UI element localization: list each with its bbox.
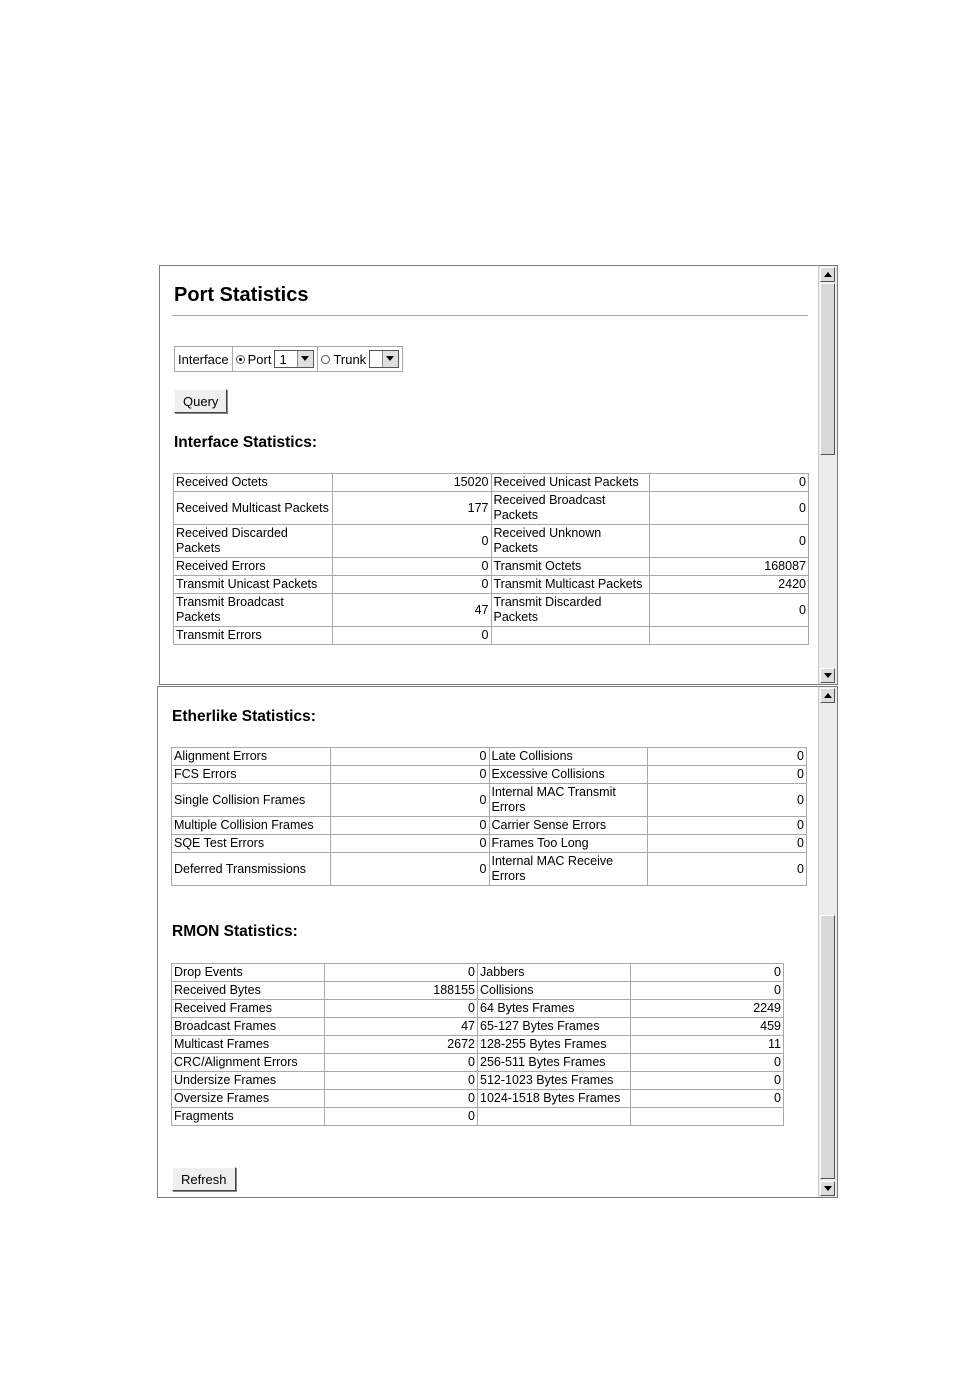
dropdown-arrow-icon[interactable] (297, 351, 313, 367)
stat-label: Undersize Frames (172, 1072, 325, 1090)
stat-label: 512-1023 Bytes Frames (478, 1072, 631, 1090)
stat-label: Received Broadcast Packets (491, 492, 650, 525)
stat-value: 2672 (325, 1036, 478, 1054)
stat-label: 1024-1518 Bytes Frames (478, 1090, 631, 1108)
stat-value: 0 (325, 1000, 478, 1018)
stat-label: Received Frames (172, 1000, 325, 1018)
stat-value: 0 (332, 558, 491, 576)
stat-value: 0 (648, 817, 807, 835)
stat-label: Multicast Frames (172, 1036, 325, 1054)
table-row (174, 594, 809, 627)
stat-label: Fragments (172, 1108, 325, 1126)
stat-label: Collisions (478, 982, 631, 1000)
stat-value: 0 (330, 817, 489, 835)
stat-label: 128-255 Bytes Frames (478, 1036, 631, 1054)
stat-label: SQE Test Errors (172, 835, 331, 853)
stat-value: 0 (332, 627, 491, 645)
stat-value: 0 (648, 784, 807, 817)
table-row (172, 766, 807, 784)
page-title: Port Statistics (174, 284, 309, 306)
stat-value: 0 (650, 525, 809, 558)
stat-label: Received Multicast Packets (174, 492, 333, 525)
dropdown-arrow-icon[interactable] (382, 351, 398, 367)
stat-value: 0 (325, 964, 478, 982)
table-row (172, 817, 807, 835)
table-row (172, 1054, 784, 1072)
port-option (233, 347, 319, 371)
stat-value: 0 (330, 748, 489, 766)
stat-label: Single Collision Frames (172, 784, 331, 817)
table-row (172, 1036, 784, 1054)
stat-value: 0 (650, 492, 809, 525)
stat-value: 11 (631, 1036, 784, 1054)
table-row (172, 784, 807, 817)
stat-label: Transmit Errors (174, 627, 333, 645)
query-button[interactable]: Query (174, 389, 227, 413)
stat-label: Late Collisions (489, 748, 648, 766)
stat-value: 0 (648, 766, 807, 784)
table-row (174, 525, 809, 558)
stat-label: Transmit Broadcast Packets (174, 594, 333, 627)
stat-label: Drop Events (172, 964, 325, 982)
stat-value (650, 627, 809, 645)
stat-value: 0 (332, 576, 491, 594)
table-row (174, 627, 809, 645)
title-divider (172, 315, 808, 316)
vertical-scrollbar-bottom[interactable] (818, 687, 837, 1197)
scroll-down-icon[interactable] (820, 668, 835, 683)
etherlike-statistics-table (171, 747, 807, 886)
stat-value: 0 (325, 1090, 478, 1108)
trunk-option (318, 347, 402, 371)
stat-label: Transmit Unicast Packets (174, 576, 333, 594)
stat-label: Transmit Discarded Packets (491, 594, 650, 627)
stat-label: 256-511 Bytes Frames (478, 1054, 631, 1072)
stat-label: Received Unicast Packets (491, 474, 650, 492)
stat-label: Frames Too Long (489, 835, 648, 853)
interface-label: Interface (175, 347, 233, 371)
table-row (172, 1072, 784, 1090)
trunk-select[interactable] (369, 350, 399, 368)
etherlike-statistics-title: Etherlike Statistics: (172, 708, 316, 725)
stat-value: 15020 (332, 474, 491, 492)
table-row (172, 982, 784, 1000)
port-select-value: 1 (279, 351, 287, 367)
scrollbar-thumb[interactable] (820, 283, 835, 455)
stat-value: 459 (631, 1018, 784, 1036)
stat-value: 0 (650, 474, 809, 492)
stat-label: FCS Errors (172, 766, 331, 784)
stat-value: 0 (330, 853, 489, 886)
stat-value: 47 (332, 594, 491, 627)
table-row (174, 558, 809, 576)
interface-statistics-table (173, 473, 809, 645)
stat-label: 64 Bytes Frames (478, 1000, 631, 1018)
stat-value: 0 (650, 594, 809, 627)
trunk-radio-label: Trunk (333, 351, 367, 367)
table-row (172, 835, 807, 853)
stat-value: 0 (631, 982, 784, 1000)
stat-label: Transmit Multicast Packets (491, 576, 650, 594)
stat-label (491, 627, 650, 645)
stat-label: Oversize Frames (172, 1090, 325, 1108)
table-row (172, 748, 807, 766)
stat-value: 0 (325, 1072, 478, 1090)
stat-label: Carrier Sense Errors (489, 817, 648, 835)
stat-label: Transmit Octets (491, 558, 650, 576)
stat-value: 0 (648, 748, 807, 766)
interface-statistics-title: Interface Statistics: (174, 434, 317, 451)
table-row (174, 474, 809, 492)
stat-label: CRC/Alignment Errors (172, 1054, 325, 1072)
stat-value: 0 (631, 1090, 784, 1108)
stat-label: Jabbers (478, 964, 631, 982)
stat-label: Deferred Transmissions (172, 853, 331, 886)
stat-value: 0 (648, 853, 807, 886)
scroll-up-icon[interactable] (820, 267, 835, 282)
table-row (172, 1018, 784, 1036)
stat-value: 168087 (650, 558, 809, 576)
page-content-bottom (158, 687, 818, 1197)
port-radio-label: Port (247, 351, 272, 367)
stat-value: 188155 (325, 982, 478, 1000)
scroll-down-icon[interactable] (820, 1181, 835, 1196)
stat-value: 0 (631, 1054, 784, 1072)
stat-value: 0 (325, 1054, 478, 1072)
stat-value: 0 (631, 1072, 784, 1090)
stat-label: 65-127 Bytes Frames (478, 1018, 631, 1036)
interface-selector (174, 346, 403, 372)
stat-value (631, 1108, 784, 1126)
trunk-radio[interactable] (321, 355, 330, 364)
stat-label: Internal MAC Receive Errors (489, 853, 648, 886)
stat-value: 0 (330, 784, 489, 817)
browser-viewport-top (159, 265, 838, 685)
stat-label: Received Discarded Packets (174, 525, 333, 558)
port-radio[interactable] (236, 355, 245, 364)
stat-label: Excessive Collisions (489, 766, 648, 784)
stat-value: 0 (648, 835, 807, 853)
stat-label: Multiple Collision Frames (172, 817, 331, 835)
rmon-statistics-title: RMON Statistics: (172, 923, 298, 940)
stat-value: 2420 (650, 576, 809, 594)
table-row (172, 964, 784, 982)
stat-value: 177 (332, 492, 491, 525)
page-content-top (160, 266, 818, 684)
stat-label (478, 1108, 631, 1126)
refresh-button[interactable]: Refresh (172, 1167, 236, 1191)
browser-viewport-bottom (157, 686, 838, 1198)
stat-label: Received Octets (174, 474, 333, 492)
stat-value: 0 (330, 766, 489, 784)
table-row (174, 576, 809, 594)
stat-value: 0 (332, 525, 491, 558)
stat-label: Received Unknown Packets (491, 525, 650, 558)
stat-value: 2249 (631, 1000, 784, 1018)
table-row (174, 492, 809, 525)
stat-value: 0 (631, 964, 784, 982)
stat-value: 0 (330, 835, 489, 853)
trunk-select-value (370, 351, 382, 367)
port-select[interactable] (274, 350, 314, 368)
table-row (172, 1090, 784, 1108)
stat-label: Received Errors (174, 558, 333, 576)
scroll-up-icon[interactable] (820, 688, 835, 703)
stat-label: Received Bytes (172, 982, 325, 1000)
scrollbar-thumb[interactable] (820, 915, 835, 1179)
table-row (172, 1000, 784, 1018)
table-row (172, 853, 807, 886)
stat-value: 0 (325, 1108, 478, 1126)
stat-value: 47 (325, 1018, 478, 1036)
rmon-statistics-table (171, 963, 784, 1126)
vertical-scrollbar-top[interactable] (818, 266, 837, 684)
stat-label: Alignment Errors (172, 748, 331, 766)
stat-label: Broadcast Frames (172, 1018, 325, 1036)
table-row (172, 1108, 784, 1126)
stat-label: Internal MAC Transmit Errors (489, 784, 648, 817)
